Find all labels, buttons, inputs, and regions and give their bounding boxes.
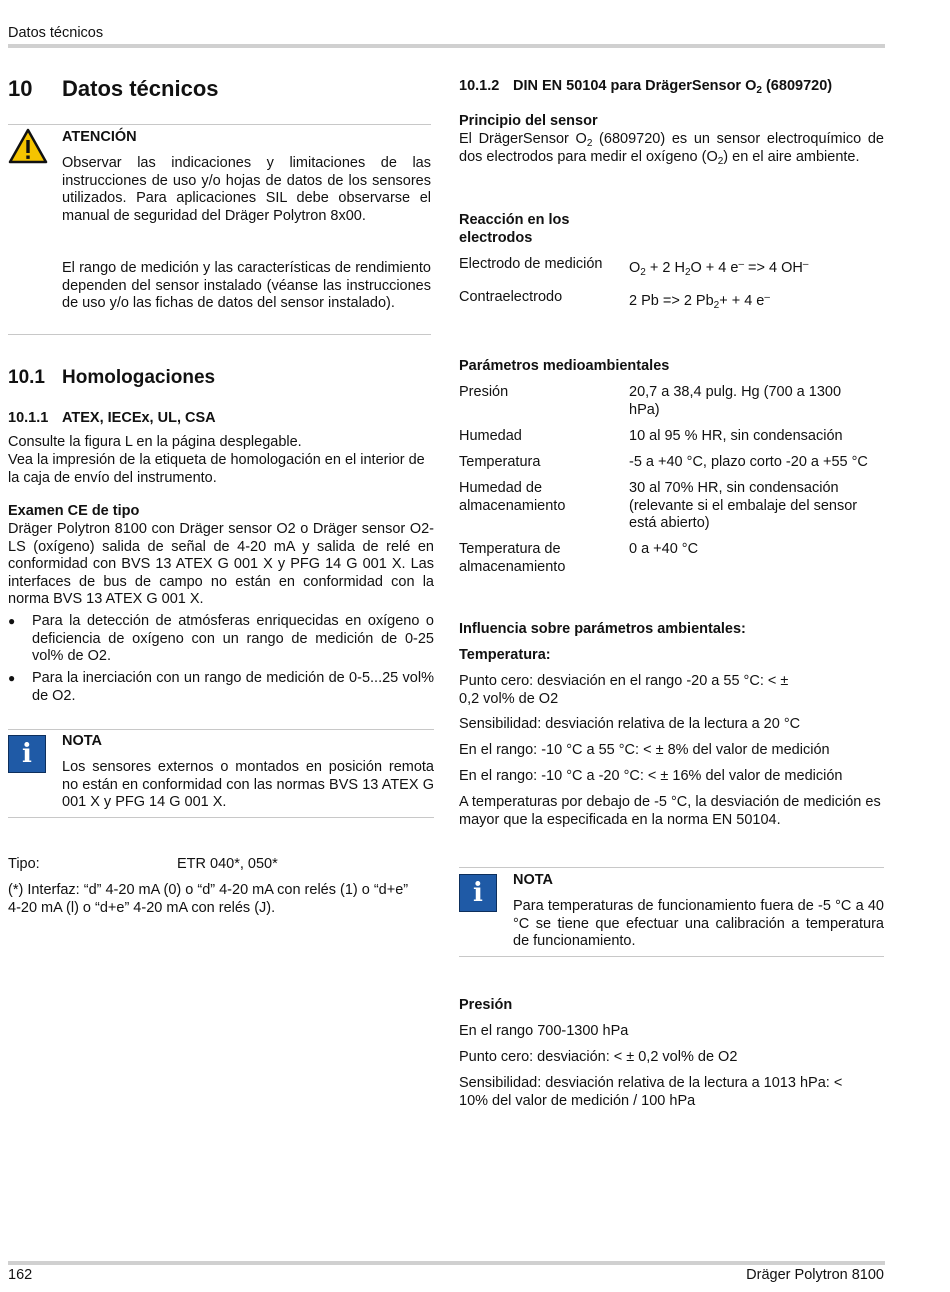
note-title: NOTA: [513, 872, 554, 888]
subscript: 2: [713, 300, 720, 311]
page-number: 162: [8, 1267, 33, 1283]
subscript: 2: [717, 155, 724, 167]
influencia-line: Sensibilidad: desviación relativa de la lectura a 20 °C: [459, 716, 801, 732]
param-value: 20,7 a 38,4 pulg. Hg (700 a 1300 hPa): [629, 384, 842, 418]
param-row: [459, 384, 886, 420]
subsubsection-title: ATEX, IECEx, UL, CSA: [62, 410, 216, 426]
title-text: (6809720): [761, 78, 833, 94]
param-row: [459, 428, 886, 446]
warning-text-1: Observar las indicaciones y limitaciones de las instrucciones de uso y/o hojas de datos de los sensores utilizados. Para aplicaciones SIL debe observarse el manual de seguridad del Dräger Polytron 8x00.: [62, 155, 431, 224]
divider: [8, 817, 434, 818]
param-label: Presión: [459, 384, 509, 400]
ce-text: Dräger Polytron 8100 con Dräger sensor O2 o Dräger sensor O2-LS (oxígeno) salida de señal de 4-20 mA y salida de relé en conformidad con BVS 13 ATEX G 001 X y PFG 14 G 001 X. Las interfaces de bus de campo no están en conformidad con la norma BVS 13 ATEX G 001 X.: [8, 521, 434, 607]
page-header-title: Datos técnicos: [8, 25, 104, 41]
list-item: [8, 670, 434, 705]
info-icon: i: [459, 874, 497, 912]
param-label: Temperatura de almacenamiento: [459, 541, 566, 575]
eq: O: [629, 260, 641, 276]
reaccion-title-2: electrodos: [459, 230, 533, 246]
influencia-line: En el rango: -10 °C a 55 °C: < ± 8% del valor de medición: [459, 742, 830, 758]
tipo-footnote: (*) Interfaz: “d” 4-20 mA (0) o “d” 4-20 mA con relés (1) o “d+e” 4-20 mA (l) o “d+e” 4-20 mA con relés (J).: [8, 882, 409, 916]
medicion-equation: [629, 260, 808, 278]
text: (6809720) es un sensor electroquímico de dos electrodos para medir el oxígeno (O: [459, 131, 884, 165]
eq: + 2 H: [645, 260, 685, 276]
info-icon: i: [8, 735, 46, 773]
subscript: 2: [640, 267, 646, 278]
param-label: Temperatura: [459, 454, 541, 470]
presion-line: En el rango 700-1300 hPa: [459, 1023, 629, 1039]
divider: [8, 729, 434, 730]
influencia-title: Influencia sobre parámetros ambientales:: [459, 621, 746, 637]
principio-text: [459, 131, 884, 166]
param-value: 30 al 70% HR, sin condensación (relevante si el embalaje del sensor está abierto): [629, 480, 858, 531]
tipo-value: ETR 040*, 050*: [177, 856, 278, 872]
tipo-label: Tipo:: [8, 856, 40, 872]
eq: + + 4 e: [719, 293, 765, 309]
param-value: 10 al 95 % HR, sin condensación: [629, 428, 843, 444]
section-title: Datos técnicos: [62, 76, 219, 101]
paragraph: Consulte la figura L en la página desplegable.: [8, 434, 302, 450]
warning-triangle-icon: [8, 128, 48, 164]
superscript: –: [802, 259, 809, 270]
influencia-line: A temperaturas por debajo de -5 °C, la desviación de medición es mayor que la especificada en la norma EN 50104.: [459, 794, 881, 828]
superscript: –: [738, 259, 745, 270]
param-row: [459, 480, 886, 534]
eq: => 4 OH: [744, 260, 803, 276]
header-rule: [8, 44, 885, 48]
medicion-label: Electrodo de medición: [459, 256, 603, 272]
contra-label: Contraelectrodo: [459, 289, 563, 305]
paragraph: Vea la impresión de la etiqueta de homologación en el interior de la caja de envío del instrumento.: [8, 452, 425, 486]
list-item: [8, 613, 434, 666]
presion-title: Presión: [459, 997, 513, 1013]
subsection-number: 10.1: [8, 367, 45, 388]
influencia-temp-title: Temperatura:: [459, 647, 551, 663]
divider: [8, 124, 431, 125]
principio-title: Principio del sensor: [459, 113, 598, 129]
bullet-glyph: ●: [8, 614, 16, 628]
title-text: DIN EN 50104 para DrägerSensor O: [513, 78, 757, 94]
note-title: NOTA: [62, 733, 103, 749]
subscript: 2: [684, 267, 691, 278]
warning-title: ATENCIÓN: [62, 129, 137, 145]
subsection-title: Homologaciones: [62, 367, 216, 388]
note-text: Los sensores externos o montados en posición remota no están en conformidad con las normas BVS 13 ATEX G 001 X y PFG 14 G 001 X.: [62, 759, 434, 810]
param-row: [459, 454, 886, 472]
eq: 2 Pb => 2 Pb: [629, 293, 714, 309]
note-text: Para temperaturas de funcionamiento fuera de -5 °C a 40 °C se tiene que efectuar una calibración a temperatura de funcionamiento.: [513, 898, 884, 949]
subsubsection-title: [513, 78, 832, 96]
param-value: 0 a +40 °C: [629, 541, 699, 557]
text: El DrägerSensor O: [459, 131, 587, 147]
footer-product: Dräger Polytron 8100: [746, 1267, 884, 1283]
presion-line: Sensibilidad: desviación relativa de la lectura a 1013 hPa: < 10% del valor de medición / 100 hPa: [459, 1075, 843, 1109]
subscript: 2: [756, 85, 762, 96]
divider: [459, 867, 884, 868]
influencia-line: Punto cero: desviación en el rango -20 a 55 °C: < ± 0,2 vol% de O2: [459, 673, 789, 707]
divider: [459, 956, 884, 957]
subsubsection-number: 10.1.1: [8, 410, 49, 426]
param-label: Humedad de almacenamiento: [459, 480, 566, 514]
subscript: 2: [586, 138, 593, 149]
superscript: –: [764, 292, 770, 303]
influencia-line: En el rango: -10 °C a -20 °C: < ± 16% del valor de medición: [459, 768, 843, 784]
ambiente-title: Parámetros medioambientales: [459, 358, 670, 374]
warning-text-2: El rango de medición y las características de rendimiento dependen del sensor instalado (véanse las instrucciones de uso y/o las fichas de datos del sensor instalado).: [62, 260, 431, 311]
presion-line: Punto cero: desviación: < ± 0,2 vol% de O2: [459, 1049, 738, 1065]
footer-rule: [8, 1261, 885, 1265]
param-label: Humedad: [459, 428, 522, 444]
divider: [8, 334, 431, 335]
section-number: 10: [8, 76, 33, 101]
reaccion-title-1: Reacción en los: [459, 212, 570, 228]
list-item-text: Para la inerciación con un rango de medición de 0-5...25 vol% de O2.: [32, 670, 434, 704]
subsubsection-number: 10.1.2: [459, 78, 500, 94]
param-value: -5 a +40 °C, plazo corto -20 a +55 °C: [629, 454, 868, 470]
contra-equation: [629, 293, 770, 311]
bullet-glyph: ●: [8, 671, 16, 685]
ce-title: Examen CE de tipo: [8, 503, 140, 519]
param-row: [459, 541, 886, 577]
eq: O + 4 e: [690, 260, 739, 276]
list-item-text: Para la detección de atmósferas enriquecidas en oxígeno o deficiencia de oxígeno con un rango de medición de 0-25 vol% de O2.: [32, 613, 434, 664]
text: ) en el aire ambiente.: [723, 148, 860, 165]
